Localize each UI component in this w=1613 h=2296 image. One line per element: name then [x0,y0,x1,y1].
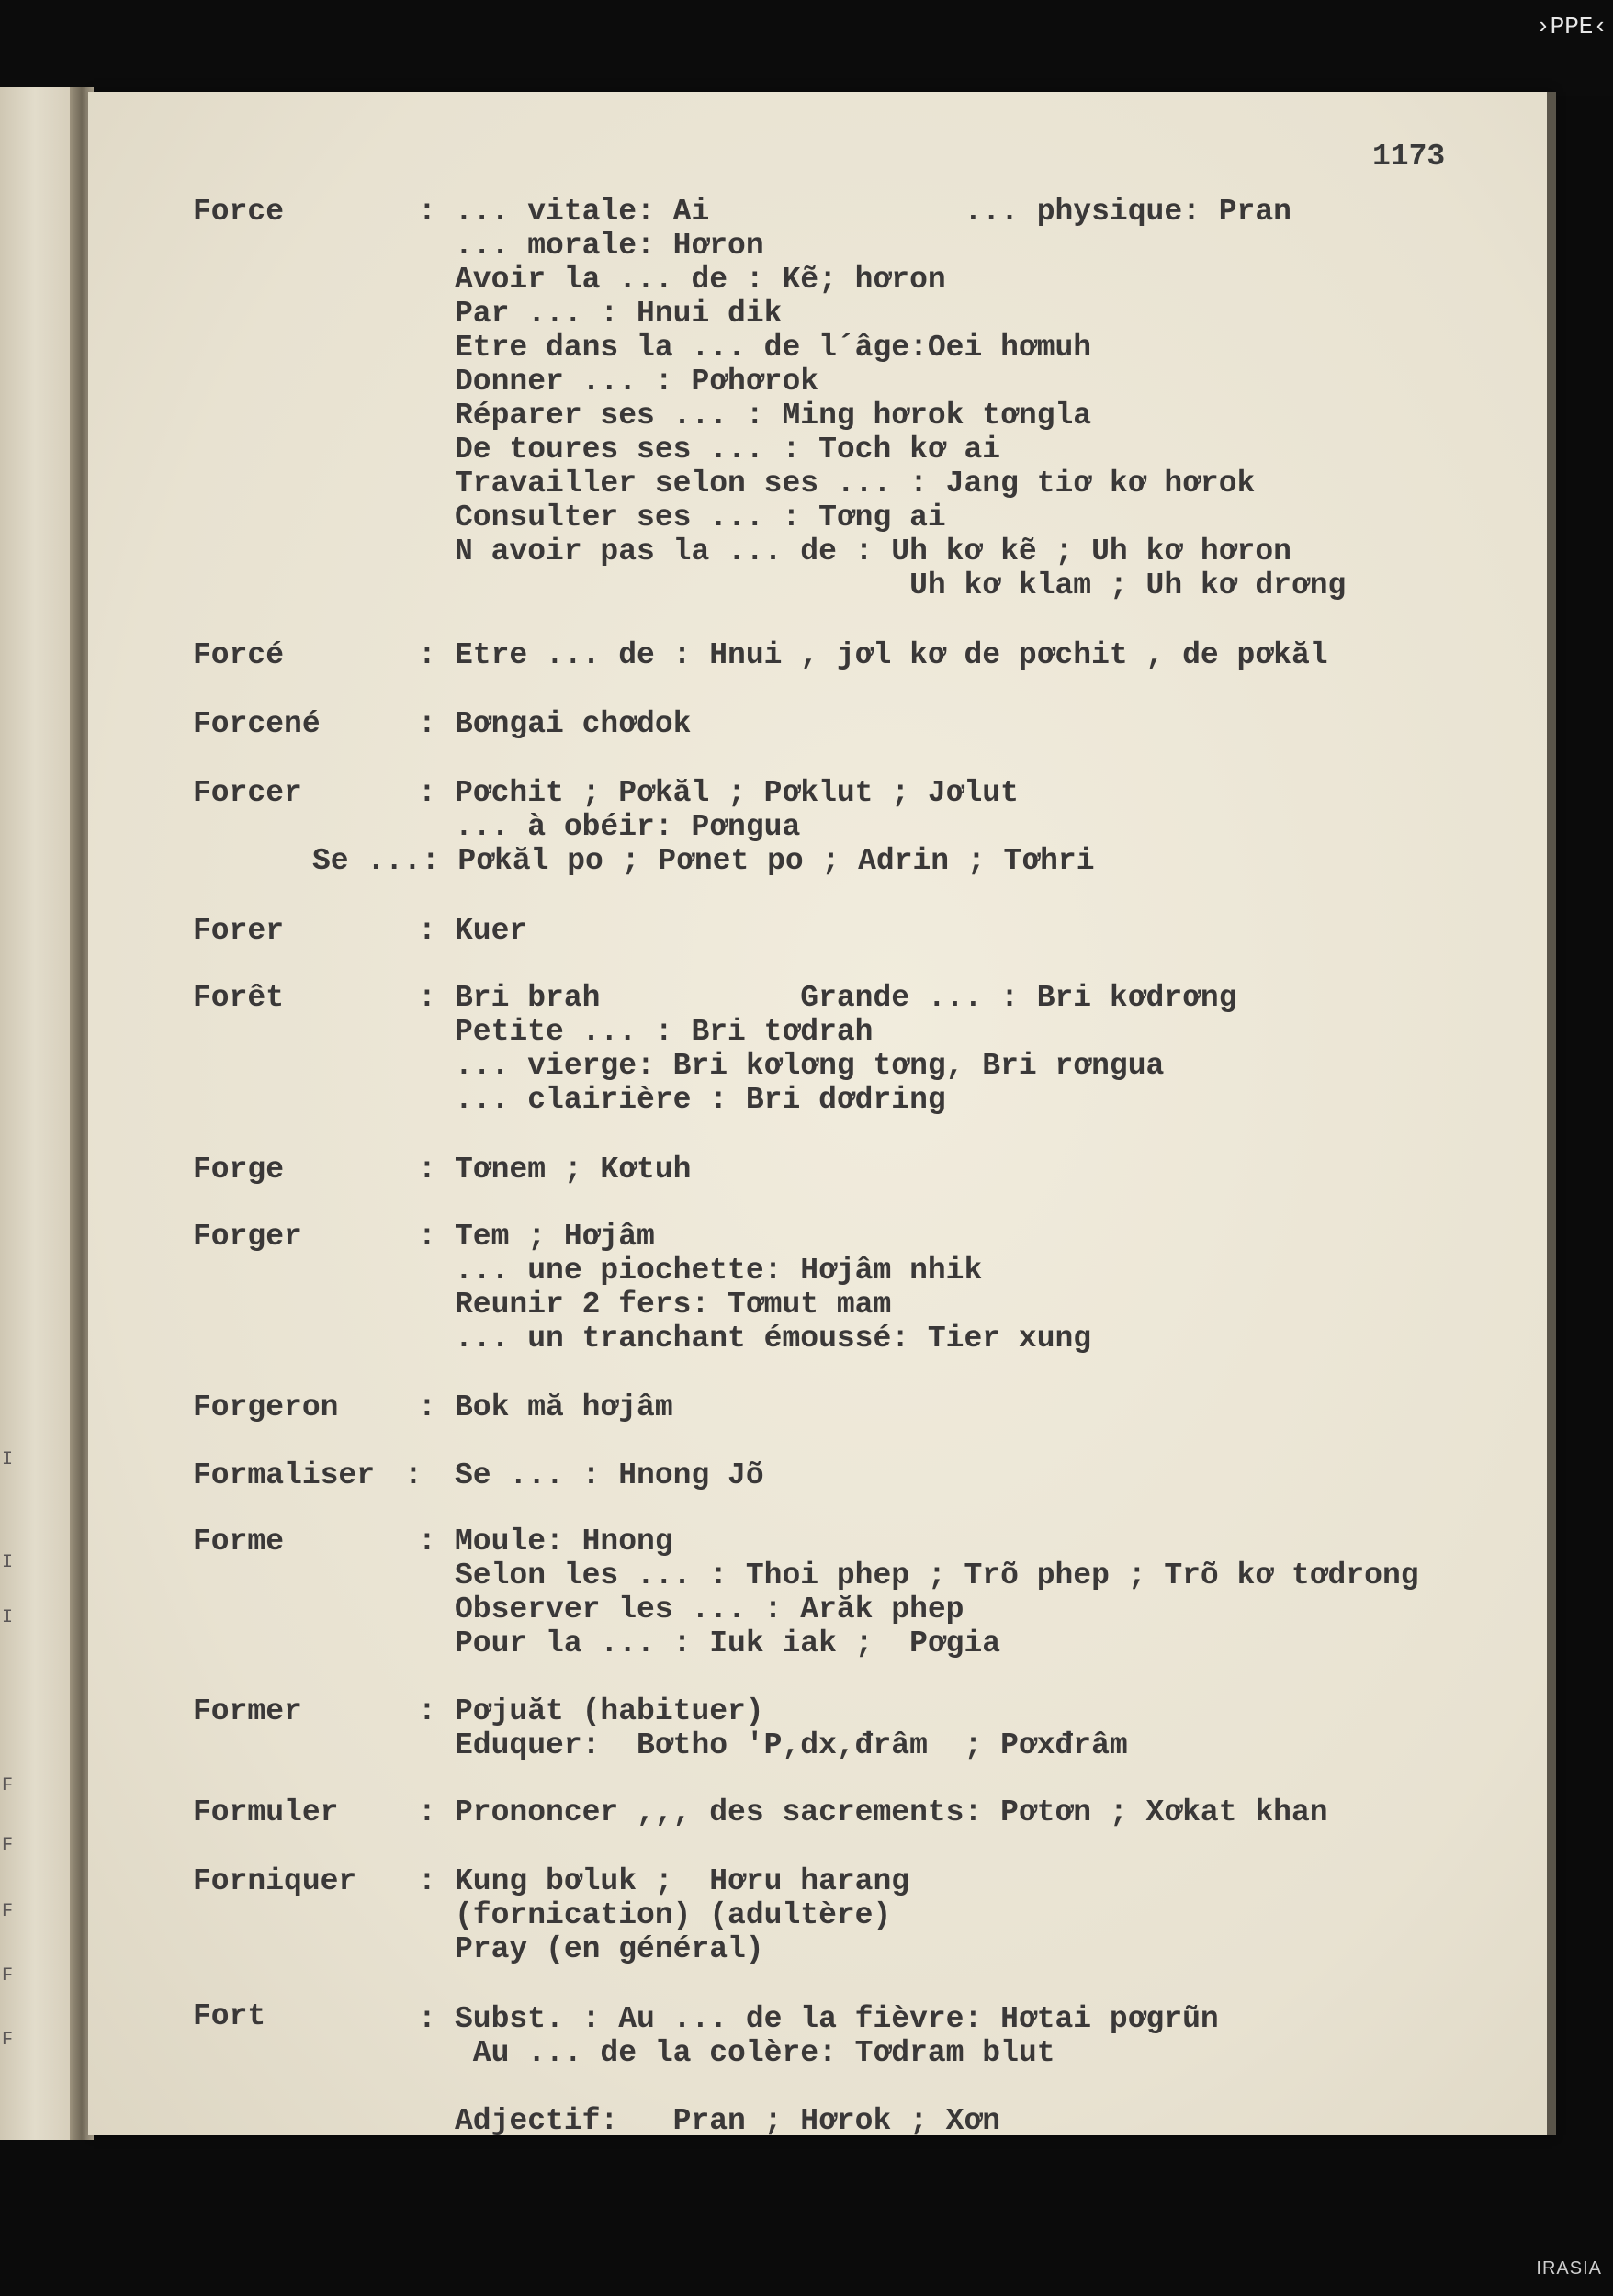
entry-line: Travailler selon ses ... : Jang tiơ kơ hơrok [455,467,1256,501]
margin-letter: I [2,1607,14,1628]
entry-line: Reunir 2 fers: Tơmut mam [455,1288,892,1322]
entry-colon: : [418,638,436,672]
entry-line: De toures ses ... : Toch kơ ai [455,433,1001,467]
entry-headword: Force [193,195,285,229]
entry-line: Se ... : Hnong Jõ [455,1458,764,1492]
entry-line: Par ... : Hnui dik [455,297,783,331]
entry-headword: Forme [193,1525,285,1559]
entry-colon: : [418,776,436,810]
entry-line: Eduquer: Bơtho 'P,dx,đrâm ; Pơxđrâm [455,1728,1128,1762]
entry-colon: : [418,707,436,741]
entry-line: Avoir la ... de : Kẽ; hơron [455,263,946,297]
entry-line: Pour la ... : Iuk iak ; Pơgia [455,1626,1001,1660]
entry-line: Subst. : Au ... de la fièvre: Hơtai pơgrũn [455,2002,1219,2036]
entry-line: Bơngai chơdok [455,707,692,741]
entry-line: Bok mă hơjâm [455,1390,673,1424]
entry-headword: Forcer [193,776,302,810]
entry-colon: : [418,1525,436,1559]
entry-colon: : [418,1220,436,1254]
entry-line: Consulter ses ... : Tơng ai [455,501,946,535]
entry-line: Adjectif: Pran ; Hơrok ; Xơn [455,2104,1001,2138]
entry-colon: : [418,2002,436,2036]
page-edge [1547,92,1556,2135]
margin-letter: F [2,1901,14,1922]
entry-line: Petite ... : Bri tơdrah [455,1015,874,1049]
entry-headword: Fort [193,1999,266,2033]
entry-line: ... morale: Hơron [455,229,764,263]
entry-line: Pơjuăt (habituer) [455,1694,764,1728]
entry-line: Prononcer ,,, des sacrements: Pơtơn ; Xơkat khan [455,1795,1328,1829]
entry-colon: : [418,1694,436,1728]
entry-colon: : [418,1864,436,1898]
margin-letter: I [2,1552,14,1573]
entry-line: ... à obéir: Pơngua [455,810,801,844]
margin-letter: F [2,1965,14,1986]
entry-headword: Forge [193,1153,285,1187]
entry-colon: : [418,914,436,948]
entry-colon: : [404,1458,423,1492]
entry-headword: Forcené [193,707,321,741]
page-number: 1173 [1372,140,1446,174]
entry-line: Se ...: Pơkăl po ; Pơnet po ; Adrin ; Tơhri [312,844,1095,878]
entry-line: N avoir pas la ... de : Uh kơ kẽ ; Uh kơ hơron [455,535,1292,568]
entry-line: Selon les ... : Thoi phep ; Trõ phep ; Trõ kơ tơdrong [455,1559,1419,1593]
entry-line: Observer les ... : Arăk phep [455,1593,964,1626]
entry-line: Donner ... : Pơhơrok [455,365,819,399]
entry-line: Au ... de la colère: Tơdram blut [455,2036,1055,2070]
margin-letter: F [2,1775,14,1796]
entry-line: Tơnem ; Kơtuh [455,1153,692,1187]
entry-headword: Former [193,1694,302,1728]
entry-colon: : [418,195,436,229]
entry-headword: Forniquer [193,1864,357,1898]
entry-line: ... clairière : Bri dơdring [455,1083,946,1117]
entry-colon: : [418,1795,436,1829]
entry-colon: : [418,1390,436,1424]
entry-colon: : [418,1153,436,1187]
entry-line: ... vitale: Ai ... physique: Pran [455,195,1292,229]
entry-line: Uh kơ klam ; Uh kơ drơng [455,568,1347,602]
entry-line: ... vierge: Bri kơlơng tơng, Bri rơngua [455,1049,1165,1083]
entry-line: Pray (en général) [455,1932,764,1966]
entry-headword: Formuler [193,1795,339,1829]
margin-letter: F [2,1835,14,1856]
corner-mark: ›PPE‹ [1535,13,1607,40]
margin-letter: F [2,2030,14,2051]
entry-headword: Forger [193,1220,302,1254]
watermark: IRASIA [1536,2258,1602,2279]
entry-line: Réparer ses ... : Ming hơrok tơngla [455,399,1092,433]
entry-colon: : [418,981,436,1015]
entry-line: Moule: Hnong [455,1525,673,1559]
entry-line: (fornication) (adultère) [455,1898,892,1932]
entry-headword: Forgeron [193,1390,339,1424]
entry-headword: Formaliser [193,1458,376,1492]
entry-line: Kung bơluk ; Hơru harang [455,1864,910,1898]
entry-headword: Forer [193,914,285,948]
entry-line: Kuer [455,914,528,948]
margin-letter: I [2,1449,14,1470]
entry-headword: Forêt [193,981,285,1015]
scan-background [0,0,1613,96]
entry-line: Tem ; Hơjâm [455,1220,655,1254]
entry-line: Bri brah Grande ... : Bri kơdrơng [455,981,1237,1015]
entry-headword: Forcé [193,638,285,672]
entry-line: Etre dans la ... de l´âge:Oei hơmuh [455,331,1092,365]
entry-line: Etre ... de : Hnui , jơl kơ de pơchit , de pơkăl [455,638,1328,672]
entry-line: ... une piochette: Hơjâm nhik [455,1254,983,1288]
entry-line: Pơchit ; Pơkăl ; Pơklut ; Jơlut [455,776,1019,810]
entry-line: ... un tranchant émoussé: Tier xung [455,1322,1092,1356]
